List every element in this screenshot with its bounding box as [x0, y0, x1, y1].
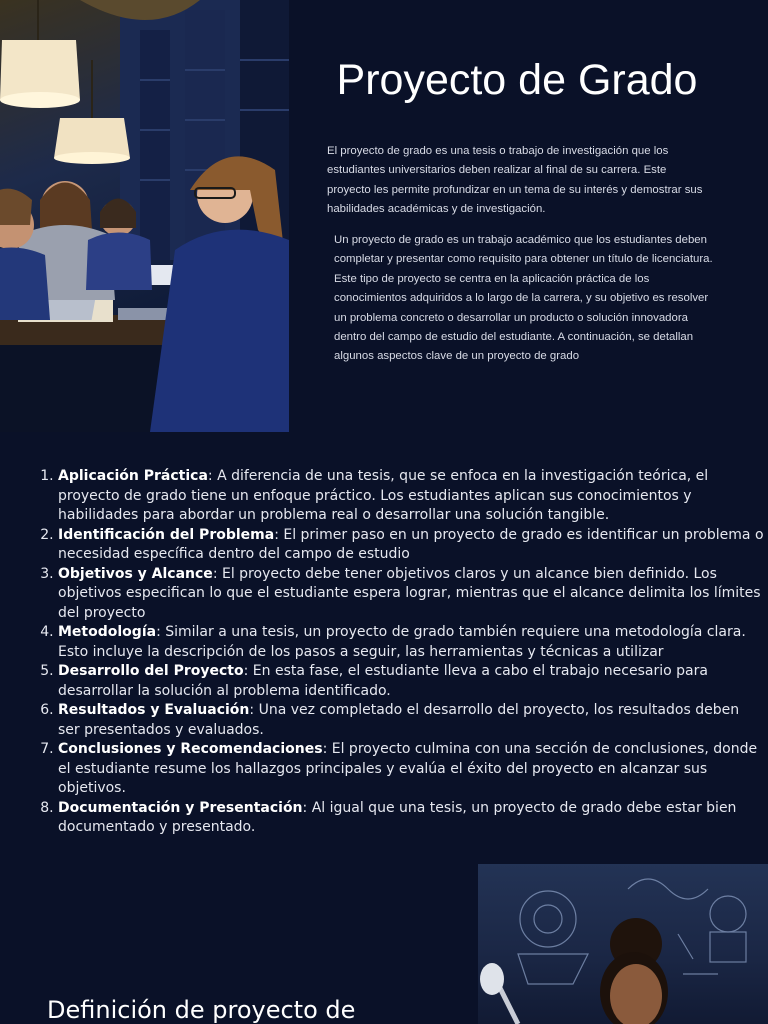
list-item: [58, 467, 764, 526]
intro-paragraph: El proyecto de grado es una tesis o trabajo de investigación que los estudiantes universitarios deben realizar al final de su carrera. Este proyecto les permite profundizar en un tema de su interés y demostrar sus habilidades académicas y de investigación.: [327, 145, 703, 216]
section-heading: Definición de proyecto de: [47, 996, 356, 1024]
list-item: [58, 740, 764, 799]
aspect-description: : Similar a una tesis, un proyecto de grado también requiere una metodología clara. Esto incluye la descripción de los pasos a seguir, las herramientas y técnicas a utilizar: [58, 624, 746, 660]
aspect-description: : El primer paso en un proyecto de grado es identificar un problema o necesidad específica dentro del campo de estudio: [58, 526, 764, 562]
aspect-term: Conclusiones y Recomendaciones: [58, 741, 323, 757]
list-item: [58, 526, 764, 565]
student-chalkboard-photo: [478, 864, 768, 1024]
aspect-term: Objetivos y Alcance: [58, 565, 213, 582]
intro-paragraph-detail: Un proyecto de grado es un trabajo académico que los estudiantes deben completar y presentar como requisito para obtener un título de licenciatura. Este tipo de proyecto se centra en la aplicación práctica de los conocimientos adquiridos a lo largo de la carrera, y su objetivo es resolver un problema concreto o desarrollar un producto o solución innovadora dentro del campo de estudio del estudiante. A continuación, se detallan algunos aspectos clave de un proyecto de grado: [334, 234, 713, 363]
key-aspects-list: [36, 467, 764, 838]
aspect-term: Resultados y Evaluación: [58, 702, 250, 718]
aspect-term: Metodología: [58, 624, 157, 640]
page-title: Proyecto de Grado: [336, 56, 698, 104]
aspect-term: Desarrollo del Proyecto: [58, 663, 244, 679]
aspect-description: : A diferencia de una tesis, que se enfoca en la investigación teórica, el proyecto de grado tiene un enfoque práctico. Los estudiantes aplican sus conocimientos y habilidades para abordar un problema real o desarrollar una solución tangible.: [58, 468, 709, 523]
aspect-term: Identificación del Problema: [58, 526, 275, 543]
aspect-description: : Al igual que una tesis, un proyecto de grado debe estar bien documentado y presentado.: [58, 799, 737, 835]
list-item: [58, 799, 764, 838]
aspect-description: : Una vez completado el desarrollo del proyecto, los resultados deben ser presentados y evaluados.: [58, 702, 740, 738]
aspect-description: : El proyecto culmina con una sección de conclusiones, donde el estudiante resume los hallazgos principales y evalúa el éxito del proyecto en alcanzar sus objetivos.: [58, 741, 758, 796]
aspect-term: Documentación y Presentación: [58, 799, 303, 816]
list-item: [58, 565, 764, 624]
aspect-term: Aplicación Práctica: [58, 468, 208, 484]
list-item: [58, 701, 764, 740]
library-students-photo: [0, 0, 289, 432]
list-item: [58, 662, 764, 701]
list-item: [58, 623, 764, 662]
aspect-description: : El proyecto debe tener objetivos claros y un alcance bien definido. Los objetivos especifican lo que el estudiante espera lograr, mientras que el alcance delimita los límites del proyecto: [58, 565, 761, 621]
aspect-description: : En esta fase, el estudiante lleva a cabo el trabajo necesario para desarrollar la solución al problema identificado.: [58, 663, 708, 699]
